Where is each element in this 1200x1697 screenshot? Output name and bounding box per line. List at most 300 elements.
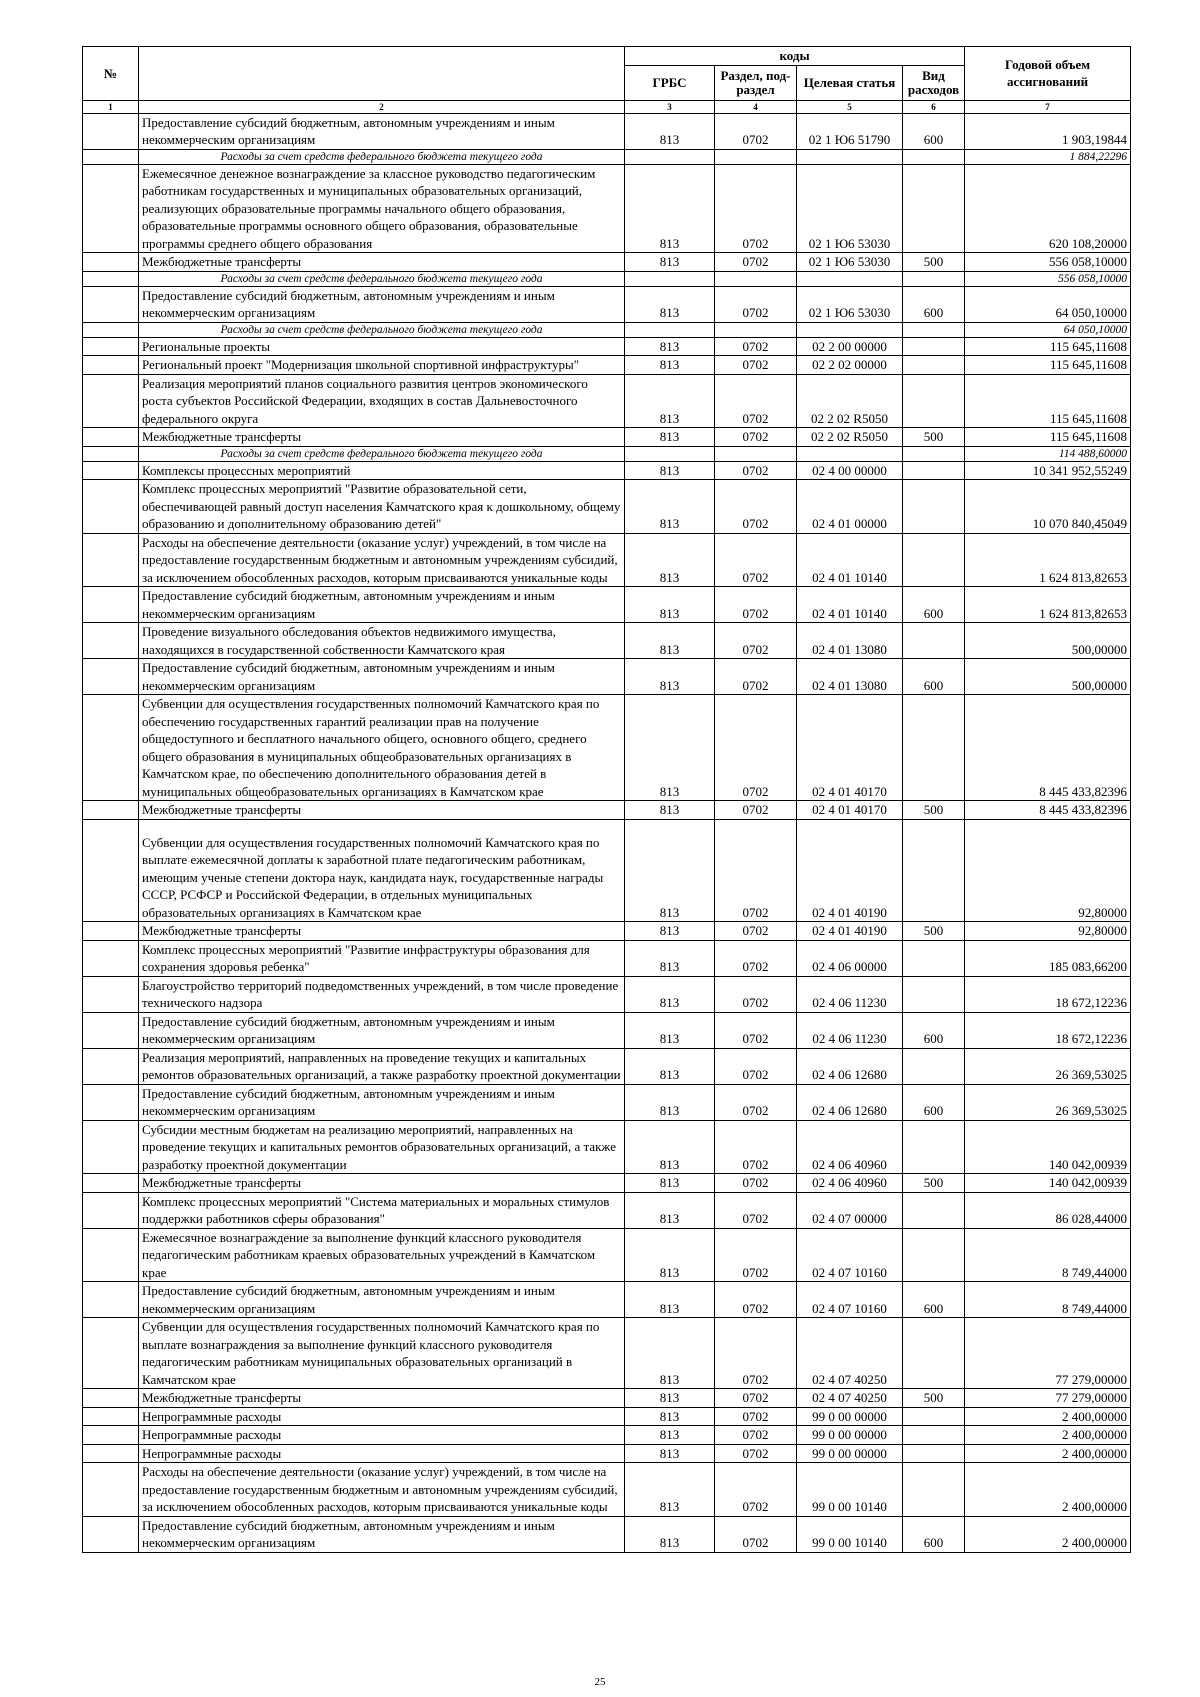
table-row	[83, 623, 1131, 659]
amount-cell: 500,00000	[965, 623, 1131, 659]
expense-type-cell	[903, 322, 965, 337]
section-cell: 0702	[715, 1012, 797, 1048]
item-name-cell: Благоустройство территорий подведомственных учреждений, в том числе проведение технического надзора	[139, 976, 625, 1012]
target-article-cell: 99 0 00 00000	[797, 1426, 903, 1445]
table-row	[83, 461, 1131, 480]
expense-type-cell: 500	[903, 801, 965, 820]
grbs-cell: 813	[625, 1389, 715, 1408]
expense-type-cell: 600	[903, 587, 965, 623]
target-article-cell: 02 4 06 11230	[797, 976, 903, 1012]
expense-type-cell	[903, 1048, 965, 1084]
section-cell: 0702	[715, 819, 797, 922]
item-name-cell: Комплексы процессных мероприятий	[139, 461, 625, 480]
grbs-cell: 813	[625, 1516, 715, 1552]
item-name-cell: Комплекс процессных мероприятий "Развитие инфраструктуры образования для сохранения здоровья ребенка"	[139, 940, 625, 976]
section-cell: 0702	[715, 1426, 797, 1445]
amount-cell: 2 400,00000	[965, 1426, 1131, 1445]
target-article-cell: 02 1 Ю6 53030	[797, 253, 903, 272]
target-article-cell: 02 4 06 12680	[797, 1084, 903, 1120]
section-cell: 0702	[715, 1048, 797, 1084]
row-number-cell	[83, 271, 139, 286]
budget-table	[82, 46, 1131, 1553]
target-article-cell: 02 4 06 40960	[797, 1174, 903, 1193]
column-number: 5	[797, 100, 903, 113]
section-cell: 0702	[715, 286, 797, 322]
column-number: 1	[83, 100, 139, 113]
target-article-cell: 02 4 07 10160	[797, 1282, 903, 1318]
target-article-cell: 02 4 01 40170	[797, 801, 903, 820]
grbs-cell	[625, 322, 715, 337]
item-name-cell: Предоставление субсидий бюджетным, автономным учреждениям и иным некоммерческим организациям	[139, 1282, 625, 1318]
section-cell: 0702	[715, 533, 797, 587]
target-article-cell: 99 0 00 10140	[797, 1516, 903, 1552]
item-name-cell: Расходы на обеспечение деятельности (оказание услуг) учреждений, в том числе на предоставление государственным бюджетным и автономным учреждениям субсидий, за исключением обособленных расходов, которым присваиваются уникальные коды	[139, 1463, 625, 1517]
expense-type-cell	[903, 461, 965, 480]
expense-type-cell: 500	[903, 1174, 965, 1193]
section-cell: 0702	[715, 1084, 797, 1120]
section-cell: 0702	[715, 1463, 797, 1517]
amount-cell: 86 028,44000	[965, 1192, 1131, 1228]
amount-cell: 18 672,12236	[965, 976, 1131, 1012]
target-article-cell: 02 4 06 11230	[797, 1012, 903, 1048]
amount-cell: 1 624 813,82653	[965, 533, 1131, 587]
item-name-cell: Предоставление субсидий бюджетным, автономным учреждениям и иным некоммерческим организациям	[139, 1516, 625, 1552]
grbs-cell: 813	[625, 337, 715, 356]
row-number-cell	[83, 695, 139, 801]
item-name-cell: Расходы за счет средств федерального бюджета текущего года	[139, 322, 625, 337]
row-number-cell	[83, 1048, 139, 1084]
item-name-cell: Предоставление субсидий бюджетным, автономным учреждениям и иным некоммерческим организациям	[139, 1012, 625, 1048]
expense-type-cell: 600	[903, 286, 965, 322]
expense-type-cell: 500	[903, 1389, 965, 1408]
column-number: 6	[903, 100, 965, 113]
section-cell: 0702	[715, 1318, 797, 1389]
item-name-cell: Расходы на обеспечение деятельности (оказание услуг) учреждений, в том числе на предоставление государственным бюджетным и автономным учреждениям субсидий, за исключением обособленных расходов, которым присваиваются уникальные коды	[139, 533, 625, 587]
amount-cell: 10 070 840,45049	[965, 480, 1131, 534]
amount-cell: 26 369,53025	[965, 1084, 1131, 1120]
expense-type-cell	[903, 1444, 965, 1463]
table-row	[83, 374, 1131, 428]
row-number-cell	[83, 337, 139, 356]
section-cell: 0702	[715, 1228, 797, 1282]
header-section: Раздел, под-раздел	[715, 65, 797, 100]
section-cell	[715, 271, 797, 286]
row-number-cell	[83, 1426, 139, 1445]
table-row	[83, 271, 1131, 286]
amount-cell: 185 083,66200	[965, 940, 1131, 976]
expense-type-cell: 500	[903, 428, 965, 447]
row-number-cell	[83, 164, 139, 253]
section-cell: 0702	[715, 337, 797, 356]
table-row	[83, 1516, 1131, 1552]
table-row	[83, 1084, 1131, 1120]
section-cell	[715, 322, 797, 337]
grbs-cell: 813	[625, 819, 715, 922]
header-name	[139, 47, 625, 101]
target-article-cell: 02 4 01 10140	[797, 587, 903, 623]
expense-type-cell: 600	[903, 1516, 965, 1552]
grbs-cell: 813	[625, 286, 715, 322]
section-cell: 0702	[715, 1407, 797, 1426]
grbs-cell: 813	[625, 940, 715, 976]
expense-type-cell	[903, 356, 965, 375]
item-name-cell: Предоставление субсидий бюджетным, автономным учреждениям и иным некоммерческим организациям	[139, 1084, 625, 1120]
grbs-cell: 813	[625, 1192, 715, 1228]
grbs-cell: 813	[625, 1282, 715, 1318]
row-number-cell	[83, 659, 139, 695]
section-cell: 0702	[715, 164, 797, 253]
expense-type-cell	[903, 1120, 965, 1174]
expense-type-cell: 600	[903, 1282, 965, 1318]
table-row	[83, 286, 1131, 322]
expense-type-cell	[903, 695, 965, 801]
row-number-cell	[83, 286, 139, 322]
target-article-cell: 02 4 07 10160	[797, 1228, 903, 1282]
item-name-cell: Региональные проекты	[139, 337, 625, 356]
amount-cell: 1 903,19844	[965, 113, 1131, 149]
grbs-cell	[625, 149, 715, 164]
grbs-cell: 813	[625, 480, 715, 534]
table-row	[83, 337, 1131, 356]
row-number-cell	[83, 1120, 139, 1174]
grbs-cell: 813	[625, 164, 715, 253]
row-number-cell	[83, 533, 139, 587]
section-cell: 0702	[715, 374, 797, 428]
row-number-cell	[83, 1228, 139, 1282]
section-cell: 0702	[715, 695, 797, 801]
header-amount: Годовой объем ассигнований	[965, 47, 1131, 101]
table-row	[83, 1192, 1131, 1228]
grbs-cell: 813	[625, 801, 715, 820]
section-cell: 0702	[715, 356, 797, 375]
section-cell	[715, 446, 797, 461]
item-name-cell: Ежемесячное вознаграждение за выполнение функций классного руководителя педагогическим работникам краевых образовательных учреждений в Камчатском крае	[139, 1228, 625, 1282]
target-article-cell: 02 2 02 R5050	[797, 428, 903, 447]
row-number-cell	[83, 149, 139, 164]
grbs-cell: 813	[625, 976, 715, 1012]
row-number-cell	[83, 1389, 139, 1408]
expense-type-cell	[903, 446, 965, 461]
item-name-cell: Комплекс процессных мероприятий "Система материальных и моральных стимулов поддержки работников сферы образования"	[139, 1192, 625, 1228]
row-number-cell	[83, 356, 139, 375]
grbs-cell: 813	[625, 461, 715, 480]
page-number: 25	[594, 1676, 606, 1688]
grbs-cell: 813	[625, 1174, 715, 1193]
row-number-cell	[83, 922, 139, 941]
grbs-cell: 813	[625, 922, 715, 941]
expense-type-cell: 600	[903, 1012, 965, 1048]
amount-cell: 2 400,00000	[965, 1407, 1131, 1426]
table-row	[83, 1463, 1131, 1517]
target-article-cell: 02 1 Ю6 53030	[797, 286, 903, 322]
amount-cell: 64 050,10000	[965, 322, 1131, 337]
row-number-cell	[83, 1084, 139, 1120]
item-name-cell: Непрограммные расходы	[139, 1407, 625, 1426]
grbs-cell: 813	[625, 1084, 715, 1120]
target-article-cell	[797, 271, 903, 286]
expense-type-cell	[903, 1318, 965, 1389]
amount-cell: 115 645,11608	[965, 428, 1131, 447]
grbs-cell	[625, 446, 715, 461]
table-row	[83, 1012, 1131, 1048]
target-article-cell	[797, 322, 903, 337]
grbs-cell: 813	[625, 1318, 715, 1389]
section-cell: 0702	[715, 659, 797, 695]
item-name-cell: Ежемесячное денежное вознаграждение за классное руководство педагогическим работникам государственных и муниципальных образовательных организаций, реализующих образовательные программы начального общего образования, образовательные программы основного общего образования, образовательные программы среднего общего образования	[139, 164, 625, 253]
amount-cell: 140 042,00939	[965, 1120, 1131, 1174]
expense-type-cell	[903, 1228, 965, 1282]
amount-cell: 8 445 433,82396	[965, 695, 1131, 801]
amount-cell: 92,80000	[965, 922, 1131, 941]
item-name-cell: Субвенции для осуществления государственных полномочий Камчатского края по обеспечению государственных гарантий реализации прав на получение общедоступного и бесплатного начального общего, основного общего, среднего общего образования в муниципальных общеобразовательных организациях в Камчатском крае, по обеспечению дополнительного образования детей в муниципальных общеобразовательных организациях в Камчатском крае	[139, 695, 625, 801]
amount-cell: 556 058,10000	[965, 271, 1131, 286]
table-row	[83, 113, 1131, 149]
target-article-cell: 02 4 07 00000	[797, 1192, 903, 1228]
row-number-cell	[83, 801, 139, 820]
amount-cell: 2 400,00000	[965, 1516, 1131, 1552]
amount-cell: 500,00000	[965, 659, 1131, 695]
section-cell: 0702	[715, 976, 797, 1012]
grbs-cell: 813	[625, 695, 715, 801]
target-article-cell: 02 4 01 10140	[797, 533, 903, 587]
section-cell: 0702	[715, 428, 797, 447]
item-name-cell: Предоставление субсидий бюджетным, автономным учреждениям и иным некоммерческим организациям	[139, 286, 625, 322]
table-row	[83, 1407, 1131, 1426]
row-number-cell	[83, 976, 139, 1012]
expense-type-cell: 500	[903, 253, 965, 272]
row-number-cell	[83, 623, 139, 659]
amount-cell: 114 488,60000	[965, 446, 1131, 461]
row-number-cell	[83, 1407, 139, 1426]
item-name-cell: Реализация мероприятий, направленных на проведение текущих и капитальных ремонтов образовательных организаций, а также разработку проектной документации	[139, 1048, 625, 1084]
target-article-cell: 02 4 01 40190	[797, 922, 903, 941]
expense-type-cell	[903, 940, 965, 976]
expense-type-cell	[903, 1426, 965, 1445]
section-cell: 0702	[715, 1282, 797, 1318]
row-number-cell	[83, 374, 139, 428]
row-number-cell	[83, 446, 139, 461]
row-number-cell	[83, 587, 139, 623]
item-name-cell: Субвенции для осуществления государственных полномочий Камчатского края по выплате ежемесячной доплаты к заработной плате педагогическим работникам, имеющим ученые степени доктора наук, кандидата наук, государственные награды СССР, РСФСР и Российской Федерации, в отдельных муниципальных образовательных организациях в Камчатском крае	[139, 819, 625, 922]
amount-cell: 115 645,11608	[965, 356, 1131, 375]
expense-type-cell	[903, 149, 965, 164]
grbs-cell: 813	[625, 1012, 715, 1048]
grbs-cell: 813	[625, 587, 715, 623]
target-article-cell: 02 4 01 00000	[797, 480, 903, 534]
expense-type-cell	[903, 1192, 965, 1228]
row-number-cell	[83, 322, 139, 337]
target-article-cell: 02 4 06 40960	[797, 1120, 903, 1174]
row-number-cell	[83, 1192, 139, 1228]
target-article-cell: 02 1 Ю6 53030	[797, 164, 903, 253]
section-cell: 0702	[715, 623, 797, 659]
table-row	[83, 976, 1131, 1012]
section-cell: 0702	[715, 1516, 797, 1552]
section-cell: 0702	[715, 1444, 797, 1463]
expense-type-cell	[903, 623, 965, 659]
target-article-cell: 02 4 00 00000	[797, 461, 903, 480]
table-row	[83, 659, 1131, 695]
section-cell: 0702	[715, 1389, 797, 1408]
column-number: 2	[139, 100, 625, 113]
row-number-cell	[83, 1463, 139, 1517]
table-row	[83, 695, 1131, 801]
item-name-cell: Предоставление субсидий бюджетным, автономным учреждениям и иным некоммерческим организациям	[139, 587, 625, 623]
grbs-cell: 813	[625, 1426, 715, 1445]
amount-cell: 115 645,11608	[965, 337, 1131, 356]
table-row	[83, 446, 1131, 461]
table-row	[83, 356, 1131, 375]
section-cell	[715, 149, 797, 164]
row-number-cell	[83, 1318, 139, 1389]
target-article-cell: 02 4 01 13080	[797, 659, 903, 695]
amount-cell: 64 050,10000	[965, 286, 1131, 322]
target-article-cell	[797, 446, 903, 461]
grbs-cell: 813	[625, 428, 715, 447]
item-name-cell: Непрограммные расходы	[139, 1426, 625, 1445]
item-name-cell: Межбюджетные трансферты	[139, 428, 625, 447]
target-article-cell: 99 0 00 00000	[797, 1407, 903, 1426]
item-name-cell: Региональный проект "Модернизация школьной спортивной инфраструктуры"	[139, 356, 625, 375]
grbs-cell: 813	[625, 1120, 715, 1174]
item-name-cell: Субсидии местным бюджетам на реализацию мероприятий, направленных на проведение текущих и капитальных ремонтов образовательных организаций, а также разработку проектной документации	[139, 1120, 625, 1174]
grbs-cell: 813	[625, 1228, 715, 1282]
amount-cell: 1 884,22296	[965, 149, 1131, 164]
amount-cell: 140 042,00939	[965, 1174, 1131, 1193]
grbs-cell: 813	[625, 1463, 715, 1517]
section-cell: 0702	[715, 113, 797, 149]
grbs-cell: 813	[625, 1444, 715, 1463]
table-row	[83, 1318, 1131, 1389]
item-name-cell: Непрограммные расходы	[139, 1444, 625, 1463]
row-number-cell	[83, 480, 139, 534]
target-article-cell: 02 4 07 40250	[797, 1389, 903, 1408]
section-cell: 0702	[715, 940, 797, 976]
amount-cell: 77 279,00000	[965, 1318, 1131, 1389]
item-name-cell: Межбюджетные трансферты	[139, 922, 625, 941]
table-row	[83, 587, 1131, 623]
table-row	[83, 1120, 1131, 1174]
amount-cell: 77 279,00000	[965, 1389, 1131, 1408]
table-row	[83, 1444, 1131, 1463]
table-row	[83, 1048, 1131, 1084]
target-article-cell: 02 4 06 00000	[797, 940, 903, 976]
table-row	[83, 1389, 1131, 1408]
row-number-cell	[83, 940, 139, 976]
table-row	[83, 1174, 1131, 1193]
item-name-cell: Субвенции для осуществления государственных полномочий Камчатского края по выплате вознаграждения за выполнение функций классного руководителя педагогическим работникам муниципальных образовательных организаций в Камчатском крае	[139, 1318, 625, 1389]
target-article-cell: 99 0 00 10140	[797, 1463, 903, 1517]
amount-cell: 2 400,00000	[965, 1444, 1131, 1463]
row-number-cell	[83, 1444, 139, 1463]
column-number: 4	[715, 100, 797, 113]
expense-type-cell	[903, 976, 965, 1012]
item-name-cell: Расходы за счет средств федерального бюджета текущего года	[139, 271, 625, 286]
grbs-cell: 813	[625, 659, 715, 695]
expense-type-cell	[903, 1407, 965, 1426]
amount-cell: 92,80000	[965, 819, 1131, 922]
target-article-cell: 02 2 02 00000	[797, 356, 903, 375]
table-row	[83, 1282, 1131, 1318]
item-name-cell: Проведение визуального обследования объектов недвижимого имущества, находящихся в государственной собственности Камчатского края	[139, 623, 625, 659]
amount-cell: 10 341 952,55249	[965, 461, 1131, 480]
row-number-cell	[83, 461, 139, 480]
expense-type-cell	[903, 480, 965, 534]
section-cell: 0702	[715, 1174, 797, 1193]
table-row	[83, 819, 1131, 922]
table-row	[83, 801, 1131, 820]
section-cell: 0702	[715, 1120, 797, 1174]
row-number-cell	[83, 253, 139, 272]
amount-cell: 115 645,11608	[965, 374, 1131, 428]
table-row	[83, 1228, 1131, 1282]
item-name-cell: Предоставление субсидий бюджетным, автономным учреждениям и иным некоммерческим организациям	[139, 113, 625, 149]
amount-cell: 1 624 813,82653	[965, 587, 1131, 623]
amount-cell: 18 672,12236	[965, 1012, 1131, 1048]
section-cell: 0702	[715, 461, 797, 480]
grbs-cell: 813	[625, 623, 715, 659]
item-name-cell: Реализация мероприятий планов социального развития центров экономического роста субъектов Российской Федерации, входящих в состав Дальневосточного федерального округа	[139, 374, 625, 428]
column-number: 3	[625, 100, 715, 113]
table-row	[83, 480, 1131, 534]
row-number-cell	[83, 113, 139, 149]
item-name-cell: Межбюджетные трансферты	[139, 1174, 625, 1193]
expense-type-cell: 600	[903, 113, 965, 149]
item-name-cell: Расходы за счет средств федерального бюджета текущего года	[139, 446, 625, 461]
table-row	[83, 922, 1131, 941]
grbs-cell	[625, 271, 715, 286]
table-body	[83, 113, 1131, 1552]
target-article-cell: 02 4 01 40170	[797, 695, 903, 801]
target-article-cell: 02 4 01 13080	[797, 623, 903, 659]
table-row	[83, 164, 1131, 253]
item-name-cell: Межбюджетные трансферты	[139, 253, 625, 272]
expense-type-cell	[903, 164, 965, 253]
section-cell: 0702	[715, 801, 797, 820]
amount-cell: 556 058,10000	[965, 253, 1131, 272]
table-row	[83, 253, 1131, 272]
header-target: Целевая статья	[797, 65, 903, 100]
section-cell: 0702	[715, 480, 797, 534]
expense-type-cell	[903, 533, 965, 587]
row-number-cell	[83, 1282, 139, 1318]
target-article-cell: 02 1 Ю6 51790	[797, 113, 903, 149]
row-number-cell	[83, 1516, 139, 1552]
item-name-cell: Межбюджетные трансферты	[139, 801, 625, 820]
expense-type-cell: 600	[903, 659, 965, 695]
grbs-cell: 813	[625, 374, 715, 428]
expense-type-cell: 600	[903, 1084, 965, 1120]
header-expense-type: Вид расходов	[903, 65, 965, 100]
item-name-cell: Расходы за счет средств федерального бюджета текущего года	[139, 149, 625, 164]
grbs-cell: 813	[625, 356, 715, 375]
grbs-cell: 813	[625, 1407, 715, 1426]
grbs-cell: 813	[625, 113, 715, 149]
target-article-cell: 02 4 06 12680	[797, 1048, 903, 1084]
section-cell: 0702	[715, 253, 797, 272]
item-name-cell: Предоставление субсидий бюджетным, автономным учреждениям и иным некоммерческим организациям	[139, 659, 625, 695]
amount-cell: 8 749,44000	[965, 1282, 1131, 1318]
table-row	[83, 149, 1131, 164]
grbs-cell: 813	[625, 1048, 715, 1084]
header-codes: коды	[625, 47, 965, 66]
target-article-cell: 02 4 07 40250	[797, 1318, 903, 1389]
document-page	[82, 46, 1130, 1553]
target-article-cell: 02 2 02 R5050	[797, 374, 903, 428]
target-article-cell: 99 0 00 00000	[797, 1444, 903, 1463]
header-column-numbers	[83, 100, 1131, 113]
column-number: 7	[965, 100, 1131, 113]
